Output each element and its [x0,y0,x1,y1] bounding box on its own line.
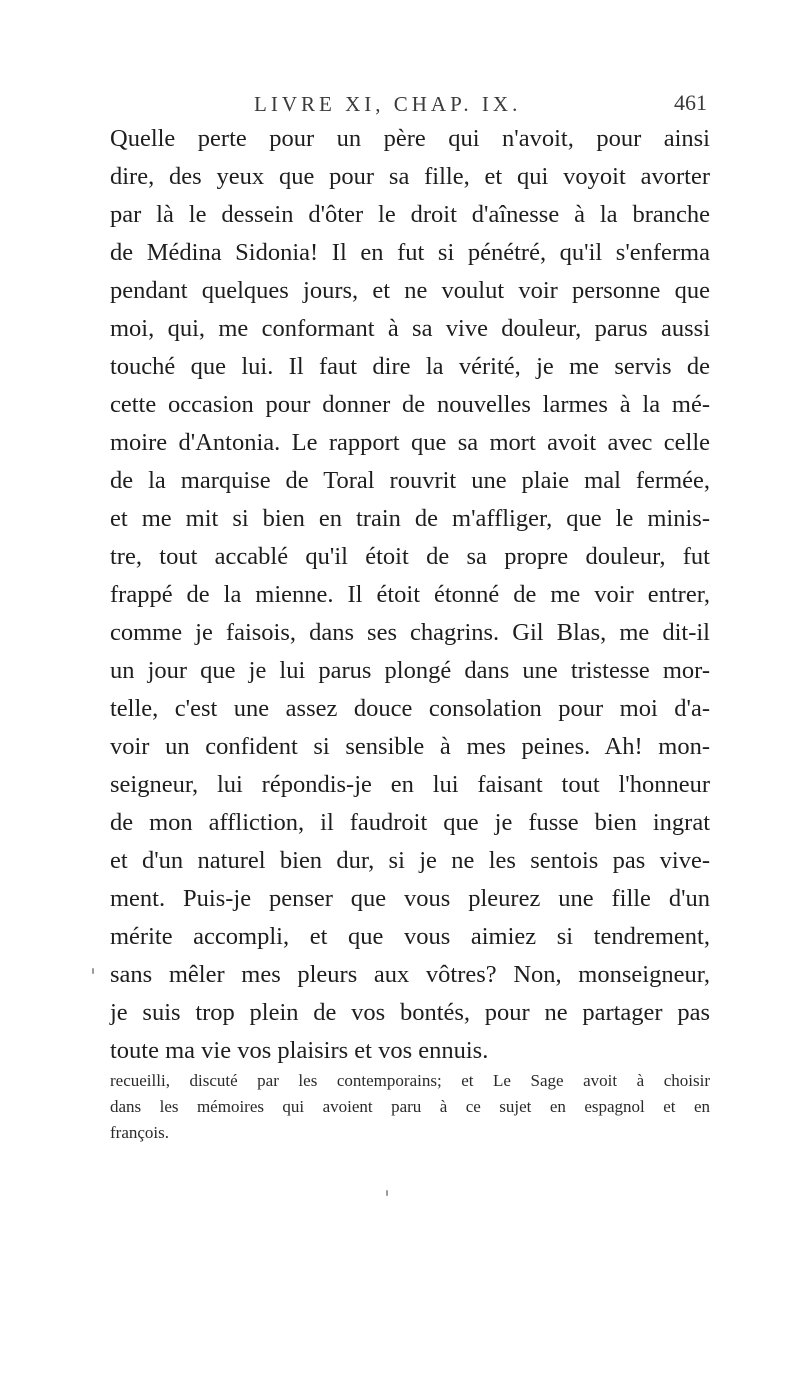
footnote-line: dans les mémoires qui avoient paru à ce sujet en espagnol et en [110,1097,710,1116]
body-line: un jour que je lui parus plongé dans une tristesse mor- [110,657,710,684]
body-line: comme je faisois, dans ses chagrins. Gil Blas, me dit-il [110,619,710,646]
body-line: ment. Puis-je penser que vous pleurez une fille d'un [110,885,710,912]
body-line: mérite accompli, et que vous aimiez si tendrement, [110,923,710,950]
body-line: Quelle perte pour un père qui n'avoit, pour ainsi [110,125,710,152]
body-line: voir un confident si sensible à mes peines. Ah! mon- [110,733,710,760]
body-line: par là le dessein d'ôter le droit d'aînesse à la branche [110,201,710,228]
footnote-line: françois. [110,1123,170,1142]
body-line: de Médina Sidonia! Il en fut si pénétré, qu'il s'enferma [110,239,710,266]
page-number: 461 [674,90,707,115]
body-line: moi, qui, me conformant à sa vive douleur, parus aussi [110,315,710,342]
body-line: je suis trop plein de vos bontés, pour ne partager pas [110,999,710,1026]
body-line: cette occasion pour donner de nouvelles larmes à la mé- [110,391,710,418]
body-line: de mon affliction, il faudroit que je fusse bien ingrat [110,809,710,836]
paper-speck [92,968,94,974]
running-head: LIVRE XI, CHAP. IX. [254,92,522,116]
body-line: seigneur, lui répondis-je en lui faisant tout l'honneur [110,771,710,798]
body-line: de la marquise de Toral rouvrit une plaie mal fermée, [110,467,710,494]
body-text [110,120,710,1070]
body-line: pendant quelques jours, et ne voulut voir personne que [110,277,710,304]
body-line: et d'un naturel bien dur, si je ne les sentois pas vive- [110,847,710,874]
footnote-line: recueilli, discuté par les contemporains; et Le Sage avoit à choisir [110,1071,710,1090]
body-line: telle, c'est une assez douce consolation pour moi d'a- [110,695,710,722]
body-line: et me mit si bien en train de m'affliger, que le minis- [110,505,710,532]
body-line: dire, des yeux que pour sa fille, et qui voyoit avorter [110,163,710,190]
body-line: touché que lui. Il faut dire la vérité, je me servis de [110,353,710,380]
body-line: moire d'Antonia. Le rapport que sa mort avoit avec celle [110,429,710,456]
footnote [110,1068,710,1146]
body-line: sans mêler mes pleurs aux vôtres? Non, monseigneur, [110,961,710,988]
body-line: frappé de la mienne. Il étoit étonné de me voir entrer, [110,581,710,608]
paper-speck [386,1190,388,1196]
body-line: tre, tout accablé qu'il étoit de sa propre douleur, fut [110,543,710,570]
body-line: toute ma vie vos plaisirs et vos ennuis. [110,1037,489,1064]
